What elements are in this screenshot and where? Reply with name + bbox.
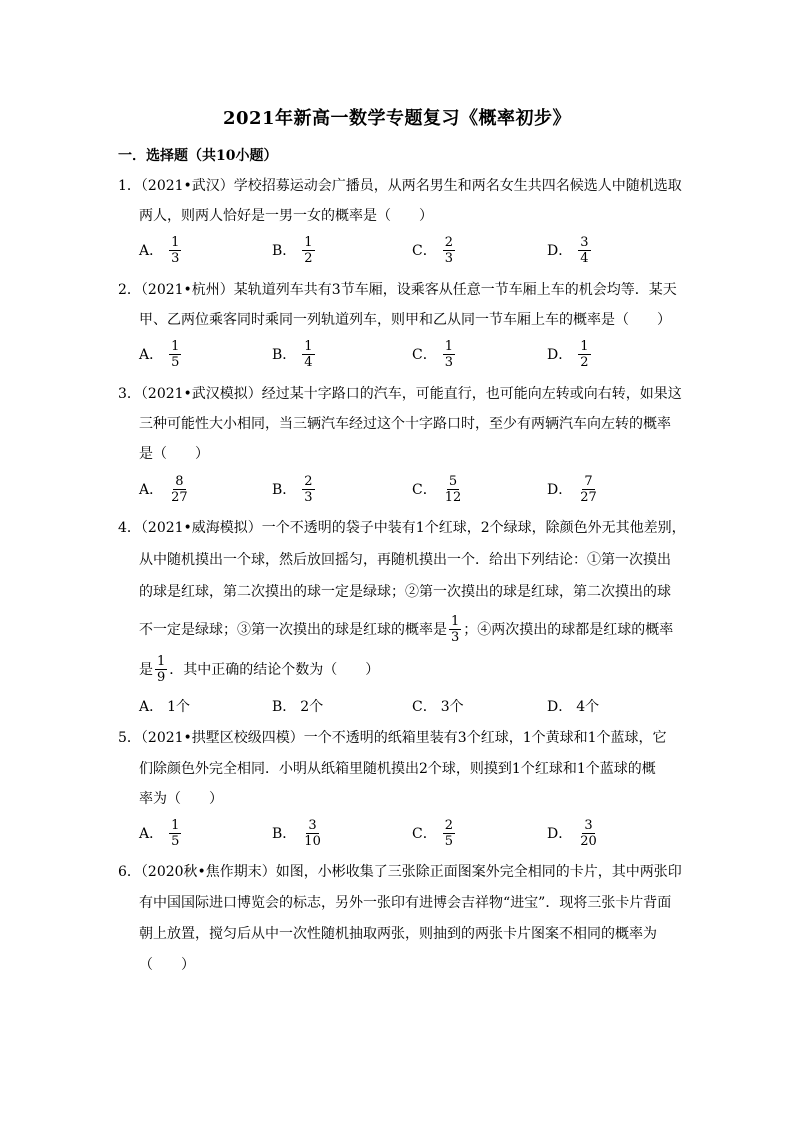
option-a: A． $\frac{1}{5}$ <box>139 817 180 849</box>
question-2-line-2: 甲、乙两位乘客同时乘同一列轨道列车，则甲和乙从同一节车厢上车的概率是（ ） <box>139 312 671 328</box>
question-4-line-3: 的球是红球，第二次摸出的球一定是绿球；②第一次摸出的球是红球，第二次摸出的球 <box>139 584 671 600</box>
option-b: B． $\frac{2}{3}$ <box>272 473 313 505</box>
question-6-line-3: 朝上放置，搅匀后从中一次性随机抽取两张，则抽到的两张卡片图案不相同的概率为 <box>139 926 657 942</box>
option-a: A． $\frac{8}{27}$ <box>139 473 188 505</box>
question-4-line-1: 4．（2021•威海模拟）一个不透明的袋子中装有1个红球，2个绿球，除颜色外无其他差别， <box>118 520 686 536</box>
question-1-options <box>139 232 699 268</box>
question-4-options <box>139 688 699 724</box>
question-2-options <box>139 336 699 372</box>
question-3-line-3: 是（ ） <box>139 446 209 462</box>
option-a: A． $\frac{1}{3}$ <box>139 234 180 266</box>
question-6-line-1: 6．（2020秋•焦作期末）如图，小彬收集了三张除正面图案外完全相同的卡片，其中两张印 <box>118 864 682 880</box>
question-5-line-2: 们除颜色外完全相同．小明从纸箱里随机摸出2个球，则摸到1个红球和1个蓝球的概 <box>139 761 656 777</box>
question-5-options <box>139 815 699 851</box>
option-b: B． $\frac{3}{10}$ <box>272 817 321 849</box>
option-d: D． $\frac{3}{4}$ <box>547 234 589 266</box>
question-5-line-1: 5．（2021•拱墅区校级四模）一个不透明的纸箱里装有3个红球，1个黄球和1个蓝球，它 <box>118 730 667 746</box>
option-c: C． $\frac{5}{12}$ <box>412 473 462 505</box>
option-b: B． $\frac{1}{2}$ <box>272 234 313 266</box>
option-c: C． $\frac{1}{3}$ <box>412 338 453 370</box>
question-1-line-1: 1．（2021•武汉）学校招募运动会广播员，从两名男生和两名女生共四名候选人中随机选取 <box>118 178 682 194</box>
option-c: C． $\frac{2}{5}$ <box>412 817 453 849</box>
question-4-line-5: 是 $\frac{1}{9}$ ．其中正确的结论个数为（ ） <box>139 654 380 685</box>
inline-fraction: $\frac{1}{9}$ <box>157 654 166 685</box>
question-2-line-1: 2．（2021•杭州）某轨道列车共有3节车厢，设乘客从任意一节车厢上车的机会均等．某天 <box>118 282 677 298</box>
question-3-line-2: 三种可能性大小相同，当三辆汽车经过这个十字路口时，至少有两辆汽车向左转的概率 <box>139 416 671 432</box>
inline-fraction: $\frac{1}{3}$ <box>451 614 460 645</box>
question-5-line-3: 率为（ ） <box>139 791 223 807</box>
section-heading: 一．选择题（共10小题） <box>118 148 278 164</box>
question-3-options <box>139 471 699 507</box>
option-b: B． 2个 <box>272 699 324 715</box>
page-title: 2021年新高一数学专题复习《概率初步》 <box>222 108 572 129</box>
option-d: D． $\frac{7}{27}$ <box>547 473 597 505</box>
option-d: D． $\frac{3}{20}$ <box>547 817 597 849</box>
option-d: D． 4个 <box>547 699 600 715</box>
option-c: C． $\frac{2}{3}$ <box>412 234 453 266</box>
question-4-line-2: 从中随机摸出一个球，然后放回摇匀，再随机摸出一个．给出下列结论：①第一次摸出 <box>139 552 671 568</box>
question-1-line-2: 两人，则两人恰好是一男一女的概率是（ ） <box>139 208 433 224</box>
option-b: B． $\frac{1}{4}$ <box>272 338 313 370</box>
question-4-line-4: 不一定是绿球；③第一次摸出的球是红球的概率是 $\frac{1}{3}$ ；④两次摸出的球都是红球的概率 <box>139 614 674 645</box>
option-c: C． 3个 <box>412 699 464 715</box>
option-a: A． 1个 <box>139 699 191 715</box>
question-3-line-1: 3．（2021•武汉模拟）经过某十字路口的汽车，可能直行，也可能向左转或向右转，如果这 <box>118 386 682 402</box>
question-6-line-4: （ ） <box>139 957 195 973</box>
option-d: D． $\frac{1}{2}$ <box>547 338 589 370</box>
option-a: A． $\frac{1}{5}$ <box>139 338 180 370</box>
question-6-line-2: 有中国国际进口博览会的标志，另外一张印有进博会吉祥物“进宝”．现将三张卡片背面 <box>139 895 672 911</box>
